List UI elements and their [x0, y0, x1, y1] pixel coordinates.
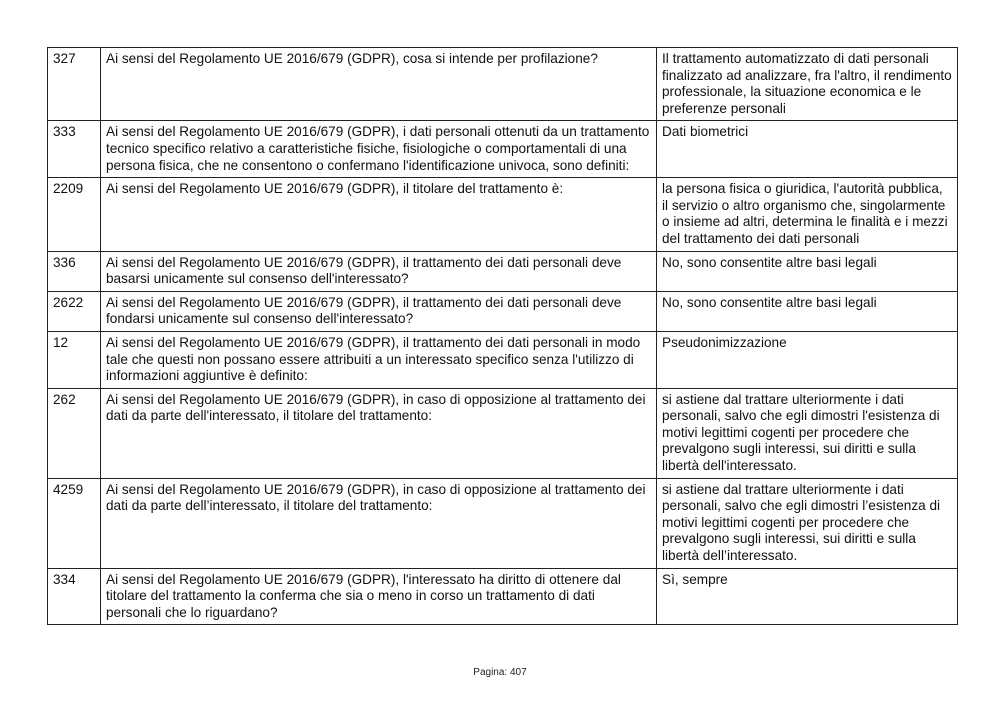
- question-cell: Ai sensi del Regolamento UE 2016/679 (GDPR), in caso di opposizione al trattamento dei dati da parte dell’interessato, il titolare del trattamento:: [101, 478, 657, 568]
- question-cell: Ai sensi del Regolamento UE 2016/679 (GDPR), il titolare del trattamento è:: [101, 178, 657, 251]
- answer-cell: Pseudonimizzazione: [657, 331, 958, 388]
- question-id-cell: 336: [48, 251, 101, 291]
- answer-cell: Dati biometrici: [657, 121, 958, 178]
- question-cell: Ai sensi del Regolamento UE 2016/679 (GDPR), in caso di opposizione al trattamento dei dati da parte dell'interessato, il titolare del trattamento:: [101, 388, 657, 478]
- answer-cell: si astiene dal trattare ulteriormente i dati personali, salvo che egli dimostri l'esistenza di motivi legittimi cogenti per procedere che prevalgono sugli interessi, sui diritti e sulla libertà dell'interessato.: [657, 388, 958, 478]
- table-row: [48, 568, 958, 625]
- question-id-cell: 333: [48, 121, 101, 178]
- question-id-cell: 327: [48, 48, 101, 121]
- table-row: [48, 178, 958, 251]
- answer-cell: Sì, sempre: [657, 568, 958, 625]
- question-id-cell: 4259: [48, 478, 101, 568]
- questions-table: [47, 47, 958, 625]
- question-id-cell: 334: [48, 568, 101, 625]
- table-row: [48, 121, 958, 178]
- table-row: [48, 331, 958, 388]
- table-row: [48, 251, 958, 291]
- question-cell: Ai sensi del Regolamento UE 2016/679 (GDPR), i dati personali ottenuti da un trattamento tecnico specifico relativo a caratteristiche fisiche, fisiologiche o comportamentali di una persona fisica, che ne consentono o confermano l'identificazione univoca, sono definiti:: [101, 121, 657, 178]
- question-cell: Ai sensi del Regolamento UE 2016/679 (GDPR), l'interessato ha diritto di ottenere dal titolare del trattamento la conferma che sia o meno in corso un trattamento di dati personali che lo riguardano?: [101, 568, 657, 625]
- question-id-cell: 12: [48, 331, 101, 388]
- answer-cell: Il trattamento automatizzato di dati personali finalizzato ad analizzare, fra l'altro, il rendimento professionale, la situazione economica e le preferenze personali: [657, 48, 958, 121]
- answer-cell: si astiene dal trattare ulteriormente i dati personali, salvo che egli dimostri l’esistenza di motivi legittimi cogenti per procedere che prevalgono sugli interessi, sui diritti e sulla libertà dell’interessato.: [657, 478, 958, 568]
- page-number: Pagina: 407: [473, 667, 527, 678]
- table-row: [48, 48, 958, 121]
- table-row: [48, 388, 958, 478]
- table-row: [48, 291, 958, 331]
- table-row: [48, 478, 958, 568]
- question-id-cell: 2209: [48, 178, 101, 251]
- question-cell: Ai sensi del Regolamento UE 2016/679 (GDPR), il trattamento dei dati personali deve basarsi unicamente sul consenso dell'interessato?: [101, 251, 657, 291]
- question-cell: Ai sensi del Regolamento UE 2016/679 (GDPR), cosa si intende per profilazione?: [101, 48, 657, 121]
- question-cell: Ai sensi del Regolamento UE 2016/679 (GDPR), il trattamento dei dati personali deve fondarsi unicamente sul consenso dell'interessato?: [101, 291, 657, 331]
- answer-cell: No, sono consentite altre basi legali: [657, 251, 958, 291]
- question-id-cell: 2622: [48, 291, 101, 331]
- question-id-cell: 262: [48, 388, 101, 478]
- answer-cell: la persona fisica o giuridica, l'autorità pubblica, il servizio o altro organismo che, singolarmente o insieme ad altri, determina le finalità e i mezzi del trattamento dei dati personali: [657, 178, 958, 251]
- answer-cell: No, sono consentite altre basi legali: [657, 291, 958, 331]
- question-cell: Ai sensi del Regolamento UE 2016/679 (GDPR), il trattamento dei dati personali in modo tale che questi non possano essere attribuiti a un interessato specifico senza l'utilizzo di informazioni aggiuntive è definito:: [101, 331, 657, 388]
